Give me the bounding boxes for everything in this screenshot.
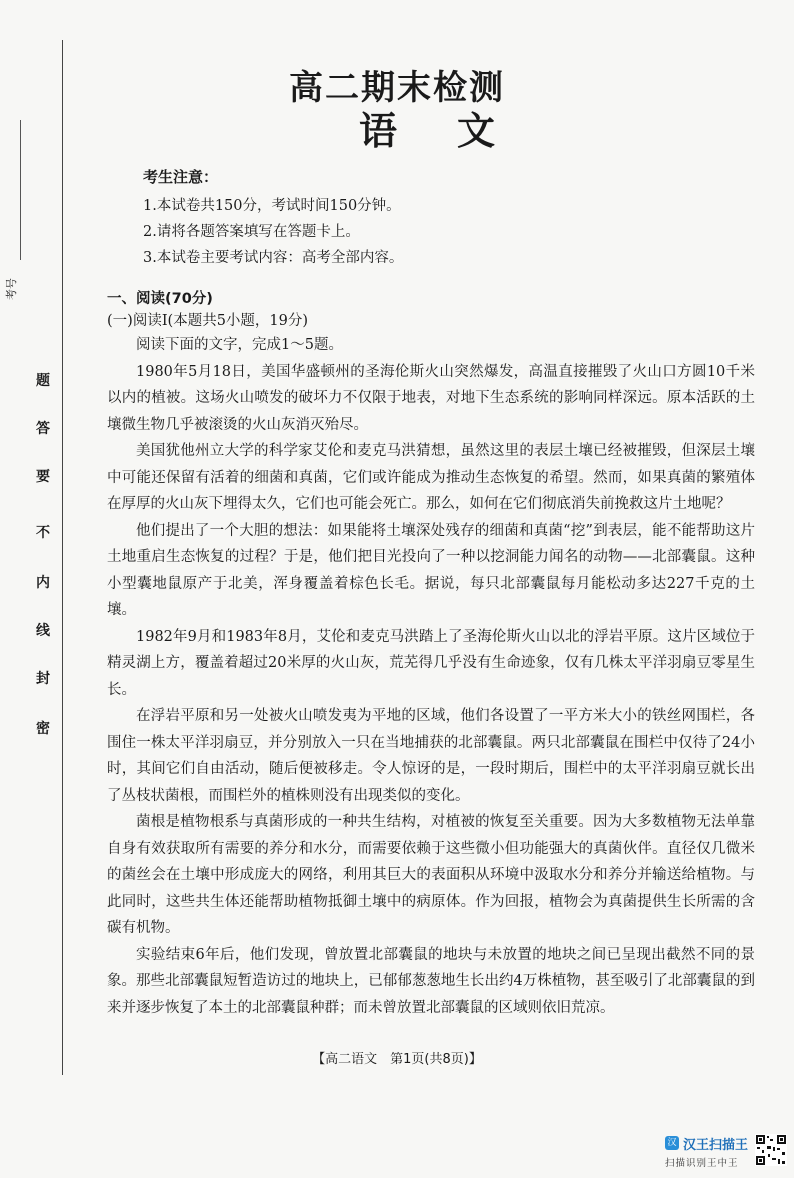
notes-heading: 考生注意：: [143, 168, 219, 186]
paragraph: 在浮岩平原和另一处被火山喷发夷为平地的区域，他们各设置了一平方米大小的铁丝网围栏，各围住一株太平洋羽扇豆，并分别放入一只在当地捕获的北部囊鼠。两只北部囊鼠在围栏中仅待了24小时，其间它们自由活动，随后便被移走。令人惊讶的是，一段时期后，围栏中的太平洋羽扇豆就长出了丛枝状菌根，而围栏外的植株则没有出现类似的变化。: [107, 708, 755, 804]
section-title: 一、阅读(70分): [107, 291, 213, 307]
exam-number-label: 考号: [5, 278, 18, 300]
seal-char: 不: [36, 525, 50, 541]
page-title: 高二期末检测: [289, 68, 505, 108]
seal-char: 内: [36, 575, 50, 591]
subject-title: 语文: [358, 109, 555, 153]
paragraph: 实验结束6年后，他们发现，曾放置北部囊鼠的地块与未放置的地块之间已呈现出截然不同的景象。那些北部囊鼠短暂造访过的地块上，已郁郁葱葱地生长出约4万株植物，甚至吸引了北部囊鼠的到来并逐步恢复了本土的北部囊鼠种群；而未曾放置北部囊鼠的区域则依旧荒凉。: [107, 946, 755, 1016]
note-item: 2.请将各题答案填写在答题卡上。: [143, 224, 360, 240]
seal-char: 封: [36, 671, 50, 687]
page-footer: 【高二语文 第1页(共8页)】: [312, 1052, 482, 1067]
reading-content: [107, 288, 755, 1021]
note-item: 1.本试卷共150分，考试时间150分钟。: [143, 198, 401, 214]
section-subtitle: (一)阅读Ⅰ(本题共5小题，19分): [107, 313, 309, 329]
seal-char: 答: [36, 421, 50, 437]
paragraph: 美国犹他州立大学的科学家艾伦和麦克马洪猜想，虽然这里的表层土壤已经被摧毁，但深层土壤中可能还保留有活着的细菌和真菌，它们或许能成为推动生态恢复的希望。然而，如果真菌的繁殖体在厚厚的火山灰下埋得太久，它们也可能会死亡。那么，如何在它们彻底消失前挽救这片土地呢？: [107, 443, 755, 512]
paragraph: 菌根是植物根系与真菌形成的一种共生结构，对植被的恢复至关重要。因为大多数植物无法单靠自身有效获取所有需要的养分和水分，而需要依赖于这些微小但功能强大的真菌伙伴。直径仅几微米的菌丝会在土壤中形成庞大的网络，利用其巨大的表面积从环境中汲取水分和养分并输送给植物。与此同时，这些共生体还能帮助植物抵御土壤中的病原体。作为回报，植物会为真菌提供生长所需的含碳有机物。: [107, 814, 755, 936]
instruction: 阅读下面的文字，完成1～5题。: [136, 337, 343, 353]
binding-line: [62, 40, 63, 1075]
paragraph: 1982年9月和1983年8月，艾伦和麦克马洪踏上了圣海伦斯火山以北的浮岩平原。这片区域位于精灵湖上方，覆盖着超过20米厚的火山灰，荒芜得几乎没有生命迹象，仅有几株太平洋羽扇豆零星生长。: [107, 628, 755, 698]
exam-notes: [143, 166, 403, 271]
scanner-slogan: 扫描识别王中王: [665, 1158, 739, 1169]
seal-char: 密: [36, 721, 50, 737]
qr-code-icon: [755, 1134, 787, 1166]
seal-char: 题: [36, 373, 50, 389]
seal-char: 要: [36, 469, 50, 485]
note-item: 3.本试卷主要考试内容：高考全部内容。: [143, 250, 404, 266]
seal-char: 线: [36, 623, 50, 639]
scanner-name: 汉王扫描王: [683, 1138, 749, 1153]
scanner-watermark: [665, 1134, 790, 1170]
paragraph: 他们提出了一个大胆的想法：如果能将土壤深处残存的细菌和真菌“挖”到表层，能不能帮助这片土地重启生态恢复的过程？于是，他们把目光投向了一种以挖洞能力闻名的动物——北部囊鼠。这种小型囊地鼠原产于北美，浑身覆盖着棕色长毛。据说，每只北部囊鼠每月能松动多达227千克的土壤。: [107, 522, 755, 618]
scanner-logo-icon: 汉: [665, 1136, 679, 1150]
paragraph: 1980年5月18日，美国华盛顿州的圣海伦斯火山突然爆发，高温直接摧毁了火山口方圆10千米以内的植被。这场火山喷发的破坏力不仅限于地表，对地下生态系统的影响同样深远。原本活跃的土壤微生物几乎被滚烫的火山灰消灭殆尽。: [107, 363, 755, 433]
